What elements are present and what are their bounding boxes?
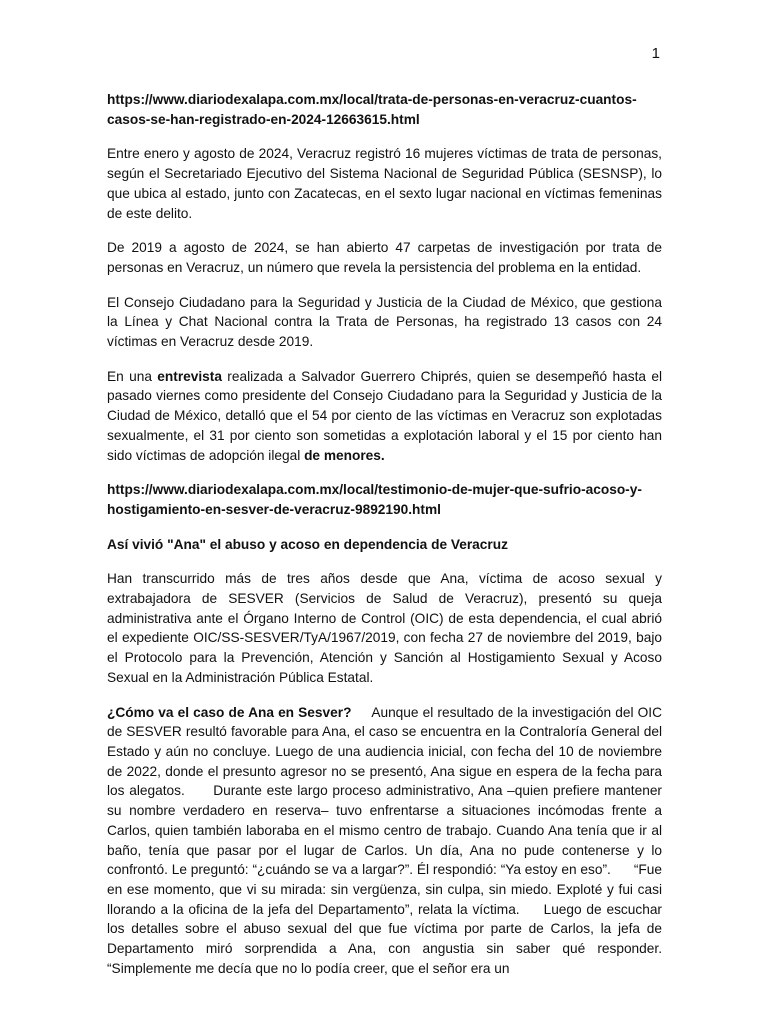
page-number: 1 (651, 45, 660, 62)
paragraph-6 (107, 703, 666, 979)
paragraph-6-text: Aunque el resultado de la investigación del OIC de SESVER resultó favorable para Ana, el caso se encuentra en la Contraloría General del Estado y aún no concluye. Luego de una audiencia inicial, con fecha del 10 de noviembre de 2022, donde el presunto agresor no se presentó, Ana sigue en espera de la fecha para los alegatos. Durante este largo proceso administrativo, Ana –quien prefiere mantener su nombre verdadero en reserva– tuvo enfrentarse a situaciones incómodas frente a Carlos, quien también laboraba en el mismo centro de trabajo. Cuando Ana tenía que ir al baño, tenía que pasar por el lugar de Carlos. Un día, Ana no pude contenerse y lo confrontó. Le preguntó: “¿cuándo se va a largar?”. Él respondió: “Ya estoy en eso”. “Fue en ese momento, que vi su mirada: sin vergüenza, sin culpa, sin miedo. Exploté y fui casi llorando a la oficina de la jefa del Departamento”, relata la víctima. Luego de escuchar los detalles sobre el abuso sexual del que fue víctima por parte de Carlos, la jefa de Departamento miró sorprendida a Ana, con angustia sin saber qué responder. “Simplemente me decía que no lo podía creer, que el señor era un (107, 704, 666, 976)
source-link-1[interactable]: https://www.diariodexalapa.com.mx/local/trata-de-personas-en-veracruz-cuantos-casos-se-han-registrado-en-2024-12663615.html (107, 92, 637, 127)
document-body (107, 90, 666, 993)
paragraph-6-question: ¿Cómo va el caso de Ana en Sesver? (107, 704, 352, 720)
paragraph-5: Han transcurrido más de tres años desde que Ana, víctima de acoso sexual y extrabajadora de SESVER (Servicios de Salud de Veracruz), presentó su queja administrativa ante el Órgano Interno de Control (OIC) de esta dependencia, el cual abrió el expediente OIC/SS-SESVER/TyA/1967/2019, con fecha 27 de noviembre del 2019, bajo el Protocolo para la Prevención, Atención y Sanción al Hostigamiento Sexual y Acoso Sexual en la Administración Pública Estatal. (107, 571, 662, 685)
paragraph-4-bold-entrevista: entrevista (157, 368, 222, 384)
paragraph-1: Entre enero y agosto de 2024, Veracruz registró 16 mujeres víctimas de trata de personas, según el Secretariado Ejecutivo del Sistema Nacional de Seguridad Pública (SESNSP), lo que ubica al estado, junto con Zacatecas, en el sexto lugar nacional en víctimas femeninas de este delito. (107, 146, 662, 221)
section-heading: Así vivió "Ana" el abuso y acoso en dependencia de Veracruz (107, 536, 508, 552)
paragraph-4 (107, 367, 662, 466)
paragraph-2: De 2019 a agosto de 2024, se han abierto 47 carpetas de investigación por trata de personas en Veracruz, un número que revela la persistencia del problema en la entidad. (107, 240, 662, 275)
paragraph-4-middle: realizada a Salvador Guerrero Chiprés, quien se desempeñó hasta el pasado viernes como presidente del Consejo Ciudadano para la Seguridad y Justicia de la Ciudad de México, detalló que el 54 por ciento de las víctimas en Veracruz son explotadas sexualmente, el 31 por ciento son sometidas a explotación laboral y el 15 por ciento han sido víctimas de adopción ilegal (107, 368, 662, 463)
paragraph-3: El Consejo Ciudadano para la Seguridad y Justicia de la Ciudad de México, que gestiona la Línea y Chat Nacional contra la Trata de Personas, ha registrado 13 casos con 24 víctimas en Veracruz desde 2019. (107, 294, 662, 350)
source-link-2[interactable]: https://www.diariodexalapa.com.mx/local/testimonio-de-mujer-que-sufrio-acoso-y-hostigamiento-en-sesver-de-veracruz-9892190.html (107, 482, 642, 517)
paragraph-4-bold-menores: de menores. (304, 447, 385, 463)
paragraph-4-start: En una (107, 368, 158, 384)
